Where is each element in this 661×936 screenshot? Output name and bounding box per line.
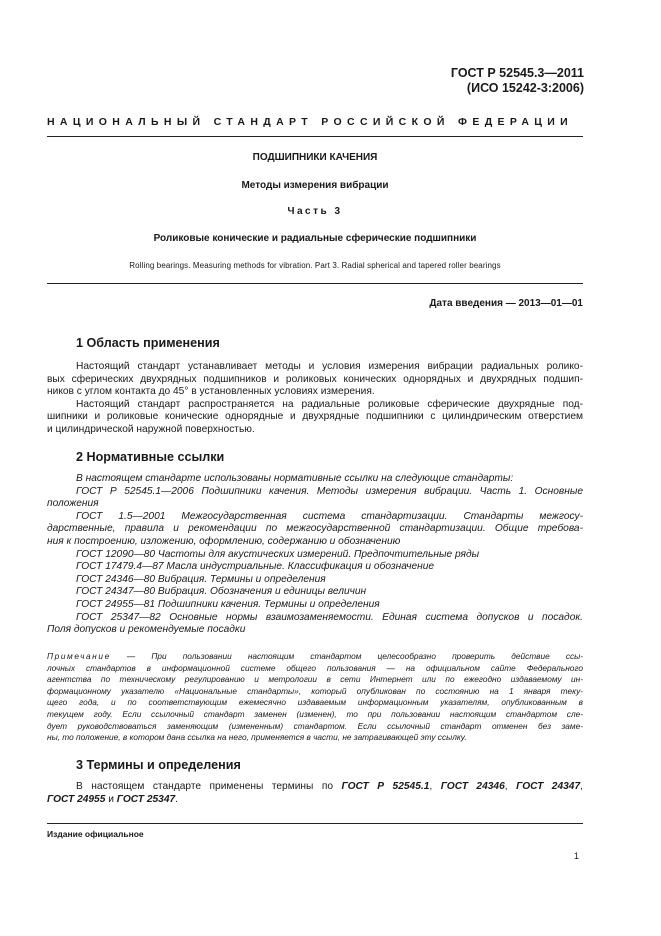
note-line: щего года, и по соответствующим ежемесячно издаваемым информационным указателям, опубликованным в <box>47 697 583 708</box>
note-line: лочных стандартов в информационной системе общего пользования — на официальном сайте Федерального <box>47 662 583 673</box>
english-title: Rolling bearings. Measuring methods for vibration. Part 3. Radial spherical and tapered roller bearings <box>129 261 501 270</box>
title-divider <box>47 283 583 284</box>
section-2-title: 2 Нормативные ссылки <box>76 450 225 464</box>
note-line: дует руководствоваться заменяющим (измененным) стандартом. Если ссылочный стандарт отменен без заме- <box>47 720 583 731</box>
note-line: ны, то положение, в котором дана ссылка на него, применяется в части, не затрагивающей эту ссылку. <box>47 732 467 743</box>
iso-number: (ИСО 15242-3:2006) <box>466 81 584 95</box>
text-line: Настоящий стандарт распространяется на радиальные роликовые сферические двухрядные под- <box>76 398 583 410</box>
text-line: шипники и роликовые конические однорядные и двухрядные подшипники с цилиндрическим отверстием <box>47 411 583 423</box>
text-line: В настоящем стандарте применены термины по ГОСТ Р 52545.1, ГОСТ 24346, ГОСТ 24347, <box>76 781 583 792</box>
section-2-body <box>47 473 583 637</box>
reference-gost-25347: ГОСТ 25347 <box>116 793 176 805</box>
text-line: ников с углом контакта до 45° в установленных условиях измерения. <box>47 386 375 398</box>
note-block <box>47 651 583 744</box>
reference-gost-24955: ГОСТ 24955 <box>47 793 106 805</box>
text-line: вых сферических двухрядных подшипников и роликовых конических однорядных и двухрядных подшип- <box>47 373 583 385</box>
edition-label: Издание официальное <box>47 829 144 839</box>
national-standard-banner: НАЦИОНАЛЬНЫЙ СТАНДАРТ РОССИЙСКОЙ ФЕДЕРАЦИИ <box>47 116 574 128</box>
reference-line: ГОСТ 25347—82 Основные нормы взаимозаменяемости. Единая система допусков и посадок. <box>76 611 583 623</box>
page-number: 1 <box>573 851 579 861</box>
text-line: и цилиндрической наружной поверхностью. <box>47 423 255 435</box>
standard-subtitle: Методы измерения вибрации <box>241 180 389 191</box>
note-line: текущем году. Если ссылочный стандарт заменен (изменен), то при пользовании настоящим стандартом сле- <box>47 708 583 719</box>
text-line: Настоящий стандарт устанавливает методы и условия измерения вибрации радиальных ролико- <box>76 361 583 372</box>
standard-title: ПОДШИПНИКИ КАЧЕНИЯ <box>252 152 378 163</box>
text-line: ГОСТ 24955 и ГОСТ 25347. <box>47 793 179 805</box>
part-title: Роликовые конические и радиальные сферические подшипники <box>153 233 477 244</box>
section-1-title: 1 Область применения <box>76 336 220 350</box>
gost-number: ГОСТ Р 52545.3—2011 <box>450 66 584 80</box>
reference-gost-52545-1: ГОСТ Р 52545.1 <box>341 781 430 792</box>
footer-divider <box>47 823 583 824</box>
top-divider <box>47 136 583 137</box>
reference-line: дарственные, правила и рекомендации по межгосударственной стандартизации. Общие требова- <box>47 523 583 535</box>
reference-line: ГОСТ 17479.4—87 Масла индустриальные. Классификация и обозначение <box>76 561 435 573</box>
note-line: формационному указателю «Национальные стандарты», который опубликован по состоянию на 1 января теку- <box>47 685 583 696</box>
reference-line: ГОСТ 12090—80 Частоты для акустических измерений. Предпочтительные ряды <box>76 548 480 560</box>
reference-line: ния к построению, изложению, оформлению, содержанию и обозначению <box>47 535 401 547</box>
reference-gost-24347: ГОСТ 24347 <box>516 781 581 792</box>
introduction-date: Дата введения — 2013—01—01 <box>429 298 583 309</box>
note-label: Примечание <box>47 651 111 661</box>
reference-line: положения <box>47 498 99 510</box>
document-id <box>451 66 584 96</box>
note-line: агентства по техническому регулированию и метрологии в сети Интернет или по ежегодно издаваемому ин- <box>47 674 583 685</box>
section-3-body <box>47 781 583 806</box>
reference-line: ГОСТ 24347—80 Вибрация. Обозначения и единицы величин <box>76 586 367 598</box>
reference-line: ГОСТ 24955—81 Подшипники качения. Термины и определения <box>76 598 380 610</box>
part-label: Часть 3 <box>287 206 343 217</box>
section-1-body <box>47 361 583 437</box>
note-line: Примечание — При пользовании настоящим стандартом целесообразно проверить действие ссы- <box>47 651 583 661</box>
reference-gost-24346: ГОСТ 24346 <box>440 781 505 792</box>
text-line: В настоящем стандарте использованы нормативные ссылки на следующие стандарты: <box>76 473 514 484</box>
reference-line: Поля допусков и рекомендуемые посадки <box>47 624 246 636</box>
reference-line: ГОСТ 24346—80 Вибрация. Термины и определения <box>76 573 326 585</box>
reference-line: ГОСТ Р 52545.1—2006 Подшипники качения. Методы измерения вибрации. Часть 1. Основные <box>76 485 583 497</box>
reference-line: ГОСТ 1.5—2001 Межгосударственная система стандартизации. Стандарты межгосу- <box>76 510 583 522</box>
section-3-title: 3 Термины и определения <box>76 758 241 772</box>
